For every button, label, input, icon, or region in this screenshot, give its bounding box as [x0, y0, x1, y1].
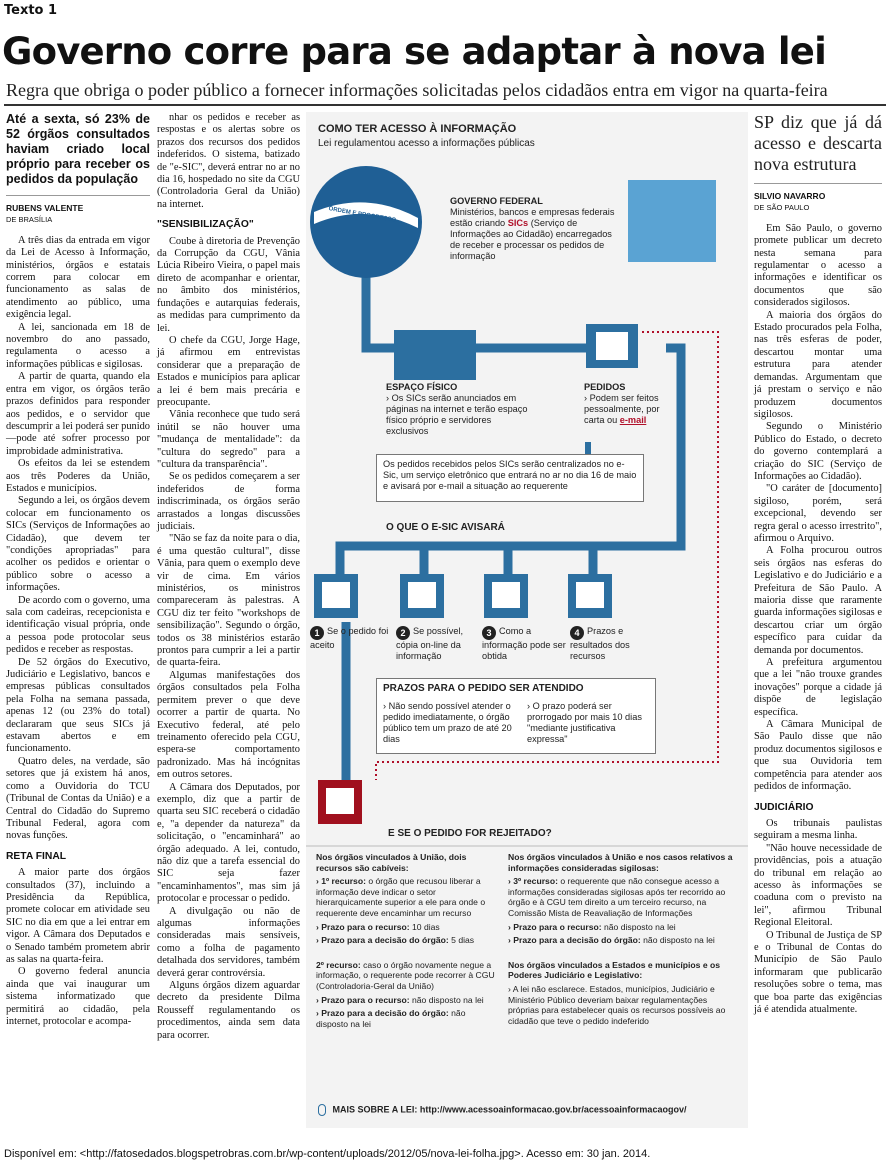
- headline-rule: [4, 104, 886, 106]
- step-number: 1: [310, 626, 324, 640]
- paragraphs: [157, 236, 300, 1042]
- step-text: Como a informação pode ser obtida: [482, 626, 566, 661]
- subheading: JUDICIÁRIO: [754, 801, 814, 813]
- mais-sobre-a-lei: [318, 1104, 686, 1116]
- step-text: Prazos e resultados dos recursos: [570, 626, 630, 661]
- paragraph: Coube à diretoria de Prevenção da Corrupção da CGU, Vânia Lúcia Ribeiro Vieira, o papel mais direto de acompanhar e orientar, no âmbito dos ministérios, fundações e autarquias federais, as medidas para cumprimento da lei.: [157, 235, 300, 334]
- paragraphs: [6, 867, 150, 1028]
- step-number: 2: [396, 626, 410, 640]
- paragraph: Segundo o Ministério Público do Estado, o decreto do governo contemplará a criação do SIC (Serviço de Informações ao Cidadão).: [754, 421, 882, 482]
- paragraph: "O caráter de [documento] sigiloso, porém, será excepcional, devendo ser regra geral o acesso irrestrito", afirmou o Arquivo.: [754, 483, 882, 544]
- article-column-2: [157, 112, 300, 1042]
- sig-r3-text: o requerente que não consegue acesso a informações consideradas sigilosas após ter recorrido ao órgão e à CGU tem direito a um terceiro recurso, na Comissão Mista de Reavaliação de Informações: [508, 876, 726, 918]
- headline: Governo corre para se adaptar à nova lei: [2, 30, 826, 73]
- sig-d-value: não disposto na lei: [643, 935, 715, 946]
- sig-r3-label: › 3º recurso:: [508, 876, 558, 887]
- gov-title: GOVERNO FEDERAL: [450, 196, 543, 206]
- uniao-d2-value: não disposto na lei: [316, 1008, 466, 1029]
- source-citation: Disponível em: <http://fatosedados.blogspetrobras.com.br/wp-content/uploads/2012/05/nova-lei-folha.jpg>. Acesso em: 30 jan. 2014.: [4, 1148, 651, 1160]
- uniao-d1-label: › Prazo para a decisão do órgão:: [316, 935, 449, 946]
- prazos-title: PRAZOS PARA O PEDIDO SER ATENDIDO: [383, 683, 584, 694]
- paragraph: A Folha procurou outros seis órgãos nas esferas do Legislativo e do Judiciário e a Prefeitura de São Paulo. A maioria disse que raramente guarda informações sigilosas e descartou criar um órgão específico para cuidar da demanda por documentos.: [754, 545, 882, 656]
- paragraph: A lei, sancionada em 18 de novembro do ano passado, regulamenta o acesso a informações públicas e sigilosas.: [6, 321, 150, 370]
- paragraph: Os efeitos da lei se estendem aos três Poderes da União, Estados e municípios.: [6, 458, 150, 494]
- article-column-4: [754, 112, 882, 1016]
- paragraph: O governo federal anuncia ainda que vai inaugurar um sistema informatizado que permitirá ao cidadão, pela internet, protocolar e acompa-: [6, 966, 150, 1027]
- ped-email: e-mail: [619, 415, 647, 425]
- esp-text: › Os SICs serão anunciados em páginas na internet e terão espaço físico próprio e servidores exclusivos: [386, 393, 528, 436]
- byline-location: DE SÃO PAULO: [754, 203, 810, 213]
- paragraph: A Câmara dos Deputados, por exemplo, diz que a partir de quarta seu SIC receberá o cidadão e, "a depender da natureza" da solicitação, o "encaminhará" ao órgão adequado. A lei, contudo, não diz que a tarefa essencial do SIC seja fazer "encaminhamentos", mas sim já protocolar e processar o pedido.: [157, 781, 300, 905]
- subheading: "SENSIBILIZAÇÃO": [157, 219, 254, 231]
- espaco-fisico-block: [386, 382, 536, 437]
- gov-sics: SICs: [507, 218, 529, 228]
- esp-title: ESPAÇO FÍSICO: [386, 382, 458, 392]
- paragraph: Algumas manifestações dos órgãos consultados pela Folha permitem prever o que deve ocorrer a partir de quarta. No Executivo federal, até pelo treinamento oferecido pela CGU, espera-se comportamento padronizado. Mas há incógnitas em outros setores.: [157, 669, 300, 781]
- ped-text: › Podem ser feitos pessoalmente, por carta ou: [584, 393, 660, 425]
- paragraph: O chefe da CGU, Jorge Hage, já afirmou em entrevistas considerar que a preparação de Estados e municípios para aplicar a lei é bem mais precária e preocupante.: [157, 334, 300, 408]
- esic-title: O QUE O E-SIC AVISARÁ: [386, 522, 505, 533]
- uniao-p2-label: › Prazo para o recurso:: [316, 994, 410, 1005]
- uniao-r2-label: 2º recurso:: [316, 959, 361, 970]
- uniao-r1-label: › 1º recurso:: [316, 876, 366, 887]
- mais-url[interactable]: http://www.acessoainformacao.gov.br/acessoainformacaogov/: [419, 1104, 687, 1115]
- step-number: 3: [482, 626, 496, 640]
- uniao-block: [316, 852, 496, 1029]
- infographic: [306, 112, 748, 1128]
- paragraph: Quatro deles, na verdade, são setores que já existem há anos, como a Ouvidoria do TCU (Tribunal de Contas da União) e a Central do Cidadão do Supremo Tribunal Federal, agora com novas funções.: [6, 755, 150, 842]
- uniao-r1-text: o órgão que recusou liberar a informação deve indicar o setor hierarquicamente superior a ele para onde o requerente deve encaminhar um recurso: [316, 876, 486, 918]
- sig-title: Nos órgãos vinculados à União e nos casos relativos a informações consideradas sigilosas:: [508, 852, 733, 873]
- paragraph: O Tribunal de Justiça de SP e o Tribunal de Contas do Município de São Paulo informaram que publicarão resoluções sobre o tema, mas que boa parte das exigências já é atendida atualmente.: [754, 929, 882, 1015]
- paragraph: "Não houve necessidade de providências, pois a atuação do tribunal em relação ao acesso às informações se coaduna com o previsto na lei", afirmou Tribunal Regional Eleitoral.: [754, 842, 882, 929]
- esic-step-1: [310, 626, 390, 651]
- flag-motto: ORDEM E PROGRESSO: [328, 206, 397, 224]
- gov-text: Ministérios, bancos e empresas federais estão criando: [450, 207, 615, 228]
- ped-title: PEDIDOS: [584, 382, 626, 392]
- sig-d-label: › Prazo para a decisão do órgão:: [508, 935, 641, 946]
- uniao-title: Nos órgãos vinculados à União, dois recursos são cabíveis:: [316, 852, 467, 873]
- uniao-p1-label: › Prazo para o recurso:: [316, 921, 410, 932]
- rejeitado-title: E SE O PEDIDO FOR REJEITADO?: [388, 828, 552, 839]
- central-box: [376, 454, 644, 502]
- byline: SILVIO NAVARRO: [754, 191, 826, 201]
- lead-summary: Até a sexta, só 23% de 52 órgãos consultados haviam criado local próprio para receber os pedidos da população: [6, 112, 150, 186]
- paragraph: A partir de quarta, quando ela entra em vigor, os órgãos terão prazos definidos para responder aos pedidos, e o servidor que descumprir a lei poderá ser punido—pode até sofrer processo por improbidade administrativa.: [6, 371, 150, 457]
- mouse-icon: [318, 1104, 326, 1116]
- uniao-d2-label: › Prazo para a decisão do órgão:: [316, 1008, 449, 1019]
- paragraph: A maioria dos órgãos do Estado procurados pela Folha, nas três esferas de poder, descartou montar uma estrutura para atender demandas. Argumentam que já prestam o serviço e não produzem documentos sigilosos.: [754, 309, 882, 420]
- paragraph: Vânia reconhece que tudo será inútil se não houver uma "mudança de mentalidade": da "cultura do segredo" para a "cultura da transparência".: [157, 409, 300, 470]
- paragraphs: [754, 818, 882, 1017]
- paragraphs: [6, 235, 150, 843]
- uniao-r2-text: caso o órgão novamente negue a informação, o requerente pode recorrer à CGU (Controladoria-Geral da União): [316, 959, 495, 991]
- est-title: Nos órgãos vinculados a Estados e municípios e os Poderes Judiciário e Legislativo:: [508, 959, 721, 981]
- divider: [754, 183, 882, 184]
- paragraph: Em São Paulo, o governo promete publicar um decreto nesta semana para regulamentar o acesso a informações e identificar os documentos que são considerados sigilosos.: [754, 222, 882, 309]
- paragraph: De acordo com o governo, uma sala com cadeiras, recepcionista e identificação visual própria, onde a pessoa pode protocolar seus pedidos e receber as respostas.: [6, 594, 150, 656]
- mais-label: MAIS SOBRE A LEI:: [332, 1104, 418, 1115]
- paragraph: "Não se faz da noite para o dia, é uma questão cultural", disse Vânia, para quem o exemplo deve vir de cima. Em vários ministérios, os ministros compareceram às palestras. A CGU diz ter feito "workshops de sensibilização". Segundo o órgão, todos os 38 ministérios estarão prontos para cumprir a lei a partir de quarta-feira.: [157, 533, 300, 669]
- infographic-subtitle: Lei regulamentou acesso a informações públicas: [318, 138, 535, 149]
- subheading: RETA FINAL: [6, 850, 67, 862]
- central-text: Os pedidos recebidos pelos SICs serão centralizados no e-Sic, um serviço eletrônico que entrará no ar no dia 16 de maio e avisará por e-mail a situação ao requerente: [383, 459, 637, 491]
- paragraph: nhar os pedidos e receber as respostas e os alertas sobre os prazos dos recursos dos pedidos indeferidos. O sistema, batizado de "e-SIC", deverá entrar no ar no dia 16, hospedado no site da CGU (Controladoria Geral da União) na internet.: [157, 112, 300, 210]
- sig-p-value: não disposto na lei: [604, 921, 676, 932]
- paragraph: De 52 órgãos do Executivo, Judiciário e Legislativo, bancos e empresas públicas consultados pela Folha na semana passada, apenas 12 (ou 23% do total) declararam que seus SICs já estavam abertos e em funcionamento.: [6, 656, 150, 755]
- prazos-box: [376, 678, 656, 754]
- step-text: Se possível, cópia on-line da informação: [396, 626, 464, 661]
- paragraph: A três dias da entrada em vigor da Lei de Acesso à Informação, ministérios, órgãos e estatais correm para colocar em funcionamento as salas de atendimento ao público, uma exigência legal.: [6, 234, 150, 321]
- infographic-title: COMO TER ACESSO À INFORMAÇÃO: [318, 123, 517, 135]
- sidebar-headline: SP diz que já dá acesso e descarta nova estrutura: [754, 112, 882, 174]
- paragraph: A Câmara Municipal de São Paulo disse que não produz documentos sigilosos e que sua Ouvidoria tem competência para atender aos pedidos de informação.: [754, 719, 882, 793]
- article-column-1: [6, 112, 150, 1028]
- esic-step-2: [396, 626, 480, 662]
- uniao-p1-value: 10 dias: [412, 921, 440, 932]
- step-number: 4: [570, 626, 584, 640]
- esic-step-3: [482, 626, 566, 662]
- paragraph: A divulgação ou não de algumas informações consideradas mais sensíveis, como a folha de pagamento detalhada dos servidores, também deverá gerar controvérsia.: [157, 905, 300, 979]
- byline: RUBENS VALENTE: [6, 203, 84, 213]
- step-text: Se o pedido foi aceito: [310, 626, 389, 650]
- governo-federal-block: [450, 196, 620, 262]
- divider: [6, 195, 150, 196]
- byline-location: DE BRASÍLIA: [6, 215, 53, 225]
- deck-subtitle: Regra que obriga o poder público a fornecer informações solicitadas pelos cidadãos entra em vigor na quarta-feira: [6, 80, 828, 100]
- paragraph: Segundo a lei, os órgãos devem colocar em funcionamento os SICs (Serviços de Informações ao Cidadão), que devem ter "condições apropriadas" para acolher os pedidos e orientar o público sobre o acesso a informações.: [6, 495, 150, 594]
- paragraph: A prefeitura argumentou que a lei "não trouxe grandes inovações" porque a cidade já dispõe de legislação específica.: [754, 657, 882, 718]
- prazos-b: › O prazo poderá ser prorrogado por mais 10 dias "mediante justificativa expressa": [527, 701, 642, 744]
- sig-p-label: › Prazo para o recurso:: [508, 921, 602, 932]
- paragraphs: [157, 112, 300, 211]
- pedidos-block: [584, 382, 674, 426]
- esic-step-4: [570, 626, 650, 662]
- paragraph: A maior parte dos órgãos consultados (37), incluindo a Presidência da República, promete colocar em atividade seu SIC no dia em que a lei entrar em vigor. A Câmara dos Deputados e o Senado também prometem abrir as salas na quarta-feira.: [6, 867, 150, 965]
- uniao-d1-value: 5 dias: [451, 935, 475, 946]
- sigilosas-block: [508, 852, 738, 1026]
- gov-text-2: (Serviço de Informações ao Cidadão) encarregados de receber e processar os pedidos de informação: [450, 218, 612, 261]
- text-label: Texto 1: [4, 3, 58, 18]
- paragraph: Os tribunais paulistas seguiram a mesma linha.: [754, 817, 882, 842]
- paragraph: Se os pedidos começarem a ser indeferidos de forma indiscriminada, os órgãos serão arrastados a longas discussões judiciais.: [157, 471, 300, 532]
- prazos-a: › Não sendo possível atender o pedido imediatamente, o órgão público tem um prazo de até 20 dias: [383, 701, 512, 744]
- uniao-p2-value: não disposto na lei: [412, 994, 484, 1005]
- est-text: › A lei não esclarece. Estados, municípios, Judiciário e Ministério Público deveriam baixar regulamentações próprias para estabelecer quais os recursos possíveis ao cidadão que teve o pedido indeferido: [508, 983, 726, 1026]
- paragraphs: [754, 223, 882, 794]
- paragraph: Alguns órgãos dizem aguardar decreto da presidente Dilma Rousseff regulamentando os procedimentos, ainda sem data para ocorrer.: [157, 980, 300, 1041]
